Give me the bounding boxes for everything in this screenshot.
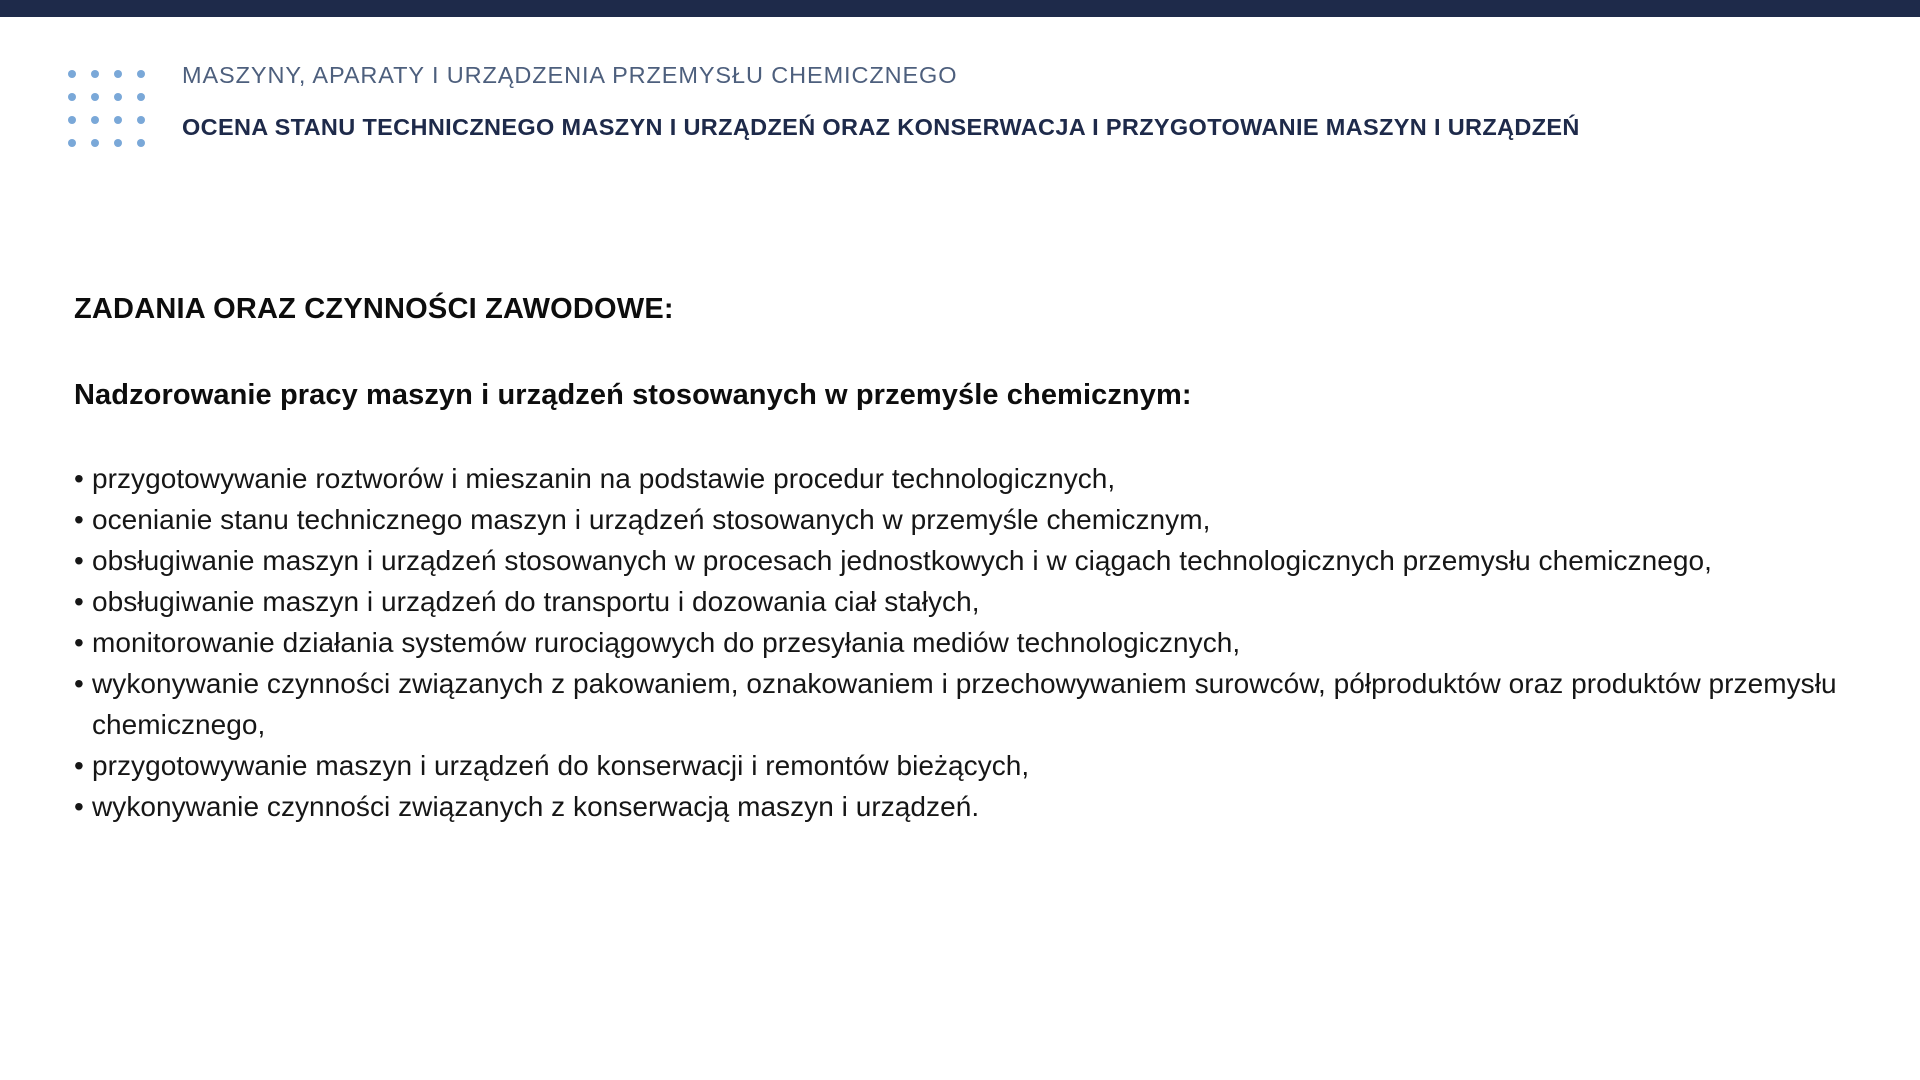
list-item-label: wykonywanie czynności związanych z pakowaniem, oznakowaniem i przechowywaniem surowców, półproduktów oraz produktów przemysłu chemicznego, [92, 668, 1837, 740]
bullet-marker-icon: • [74, 586, 84, 617]
slide-body [74, 290, 1874, 827]
tasks-bullet-list [74, 458, 1874, 827]
bullet-marker-icon: • [74, 627, 84, 658]
list-item [74, 745, 1874, 786]
grid-dot [114, 139, 122, 147]
bullet-marker-icon: • [74, 545, 84, 576]
grid-dot [137, 116, 145, 124]
grid-dot [91, 116, 99, 124]
list-item-label: przygotowywanie roztworów i mieszanin na podstawie procedur technologicznych, [92, 463, 1116, 494]
grid-dot [68, 139, 76, 147]
list-item [74, 499, 1874, 540]
list-item-label: przygotowywanie maszyn i urządzeń do konserwacji i remontów bieżących, [92, 750, 1030, 781]
bullet-marker-icon: • [74, 750, 84, 781]
list-item [74, 622, 1874, 663]
list-item [74, 540, 1874, 581]
list-item-label: monitorowanie działania systemów rurociągowych do przesyłania mediów technologicznych, [92, 627, 1241, 658]
grid-dot [68, 116, 76, 124]
subsection-title: Nadzorowanie pracy maszyn i urządzeń stosowanych w przemyśle chemicznym: [74, 379, 1192, 411]
lesson-topic-label: OCENA STANU TECHNICZNEGO MASZYN I URZĄDZEŃ ORAZ KONSERWACJA I PRZYGOTOWANIE MASZYN I URZĄDZEŃ [182, 114, 1580, 140]
bullet-marker-icon: • [74, 463, 84, 494]
page-title: ZADANIA ORAZ CZYNNOŚCI ZAWODOWE: [74, 293, 674, 325]
grid-dot [91, 70, 99, 78]
course-subject-label: MASZYNY, APARATY I URZĄDZENIA PRZEMYSŁU CHEMICZNEGO [182, 62, 958, 88]
list-item [74, 458, 1874, 499]
grid-dot [68, 70, 76, 78]
grid-dot [68, 93, 76, 101]
bullet-marker-icon: • [74, 668, 84, 699]
list-item-label: ocenianie stanu technicznego maszyn i urządzeń stosowanych w przemyśle chemicznym, [92, 504, 1211, 535]
grid-dot [91, 93, 99, 101]
list-item [74, 786, 1874, 827]
grid-dot [114, 70, 122, 78]
grid-dot [137, 70, 145, 78]
grid-dot [137, 139, 145, 147]
list-item [74, 581, 1874, 622]
dot-grid-icon [68, 70, 160, 162]
grid-dot [114, 116, 122, 124]
grid-dot [137, 93, 145, 101]
slide-header [0, 60, 1920, 170]
grid-dot [114, 93, 122, 101]
header-text-block [182, 60, 1882, 142]
top-accent-bar [0, 0, 1920, 17]
list-item-label: obsługiwanie maszyn i urządzeń stosowanych w procesach jednostkowych i w ciągach technologicznych przemysłu chemicznego, [92, 545, 1712, 576]
bullet-marker-icon: • [74, 791, 84, 822]
grid-dot [91, 139, 99, 147]
list-item-label: obsługiwanie maszyn i urządzeń do transportu i dozowania ciał stałych, [92, 586, 980, 617]
list-item [74, 663, 1874, 745]
list-item-label: wykonywanie czynności związanych z konserwacją maszyn i urządzeń. [92, 791, 980, 822]
bullet-marker-icon: • [74, 504, 84, 535]
